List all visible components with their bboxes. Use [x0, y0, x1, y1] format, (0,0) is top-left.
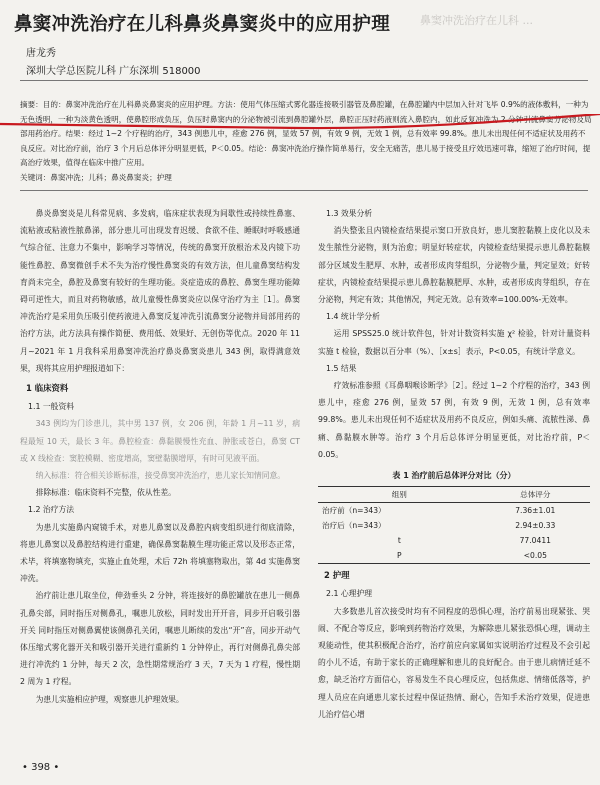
paragraph: 343 例均为门诊患儿，其中男 137 例，女 206 例，年龄 1 月~11 岁，病程最短 10 天，最长 3 年。鼻腔检查：鼻黏膜慢性充血、肿胀或苍白，鼻窦 CT 或 X 线检查：窦腔模糊、密度增高，窦壁黏膜增厚，有时可见液平面。 [20, 419, 300, 463]
table-row [318, 533, 590, 548]
right-column [318, 205, 590, 723]
paragraph: 排除标准：临床资料不完整，依从性差。 [35, 488, 176, 498]
section-heading: 1.4 统计学分析 [326, 312, 380, 322]
table-caption: 表 1 治疗前后总体评分对比（分） [392, 471, 516, 481]
score-table [318, 486, 590, 564]
section-heading: 2 护理 [324, 570, 350, 581]
author-affiliation: 深圳大学总医院儿科 广东深圳 518000 [26, 66, 201, 77]
section-heading: 1 临床资料 [26, 383, 69, 394]
paragraph: 纳入标准：符合相关诊断标准，接受鼻窦冲洗治疗，患儿家长知情同意。 [35, 471, 286, 481]
table-row [318, 503, 590, 519]
paragraph: 为患儿实施相应护理，观察患儿护理效果。 [35, 694, 184, 704]
section-heading: 1.1 一般资料 [28, 402, 75, 412]
paragraph: 鼻炎鼻窦炎是儿科常见病、多发病，临床症状表现为间歇性或持续性鼻塞、流粘液或粘液性脓鼻涕，部分患儿可出现发育迟缓、食欲不佳、睡眠时呼吸感通气综合征、注意力不集中，影响学习等情况，传统的鼻窦开放根治术及内镜下功能性鼻腔、鼻窦微创手术不失为治疗慢性鼻窦炎的有效方法，但儿童鼻窦结构发育尚未完全，鼻腔及鼻窦有较好的生理功能。炎症造成的鼻腔、鼻窦生理功能障碍可逆性大，而且对药物敏感，故儿童慢性鼻窦炎应以保守治疗为主［1］。鼻窦冲洗治疗是采用负压吸引使药液进入鼻窦反复冲洗引流鼻窦分泌物并局部用药的治疗方法，此方法具有操作简便、费用低、效果好、无创伤等优点。2020 年 11 月~2021 年 1 月我科采用鼻窦冲洗治疗鼻炎鼻窦炎患儿 343 例，取得满意效果，现将其应用护理报道如下： [20, 209, 300, 373]
paragraph: 疗效标准参照《耳鼻咽喉诊断学》［2］。经过 1~2 个疗程的治疗，343 例患儿中，痊愈 276 例，显效 57 例，有效 9 例，无效 1 例，总有效率 99.8%。患儿未出现任何不适症状及用药不良反应，例如头痛、流脓性涕、鼻痛、鼻黏膜水肿等。治疗 3 个月后总体评分明显更低，对比治疗前，P＜0.05。 [318, 381, 590, 459]
table-cell: 7.36±1.01 [515, 506, 556, 516]
section-heading: 1.3 效果分析 [326, 209, 373, 218]
keywords: 关键词：鼻窦冲洗；儿科；鼻炎鼻窦炎；护理 [20, 172, 172, 182]
table-cell: 治疗前（n=343） [322, 506, 386, 516]
author-name: 唐龙秀 [26, 48, 56, 59]
left-column [20, 205, 300, 708]
table-cell: 2.94±0.33 [515, 521, 556, 531]
bleed-through-text: 鼻窦冲洗治疗在儿科 ... [420, 14, 533, 27]
table-cell: P [318, 548, 481, 564]
article-title: 鼻窦冲洗治疗在儿科鼻炎鼻窦炎中的应用护理 [14, 14, 391, 35]
section-heading: 2.1 心理护理 [326, 589, 373, 599]
paragraph: 大多数患儿首次接受时均有不同程度的恐惧心理，治疗前易出现紧张、哭闹、不配合等反应，影响到药物治疗效果，为解除患儿紧张恐惧心理，调动主观能动性，使其积极配合治疗，治疗前应向家属如实说明治疗过程及不会引起的小儿不适，有助于家长的正确理解和患儿的良好配合。由于患儿病情迁延不愈，缺乏治疗方面信心，容易发生不良心理反应，包括焦虑、情绪低落等，护理人员应在向通患儿家长过程中保证热情、耐心，告知手术治疗效果，促进患儿治疗信心增 [318, 606, 590, 719]
table-header-group: 组别 [318, 487, 481, 503]
paragraph: 为患儿实施鼻内窥镜手术，对患儿鼻窦以及鼻腔内病变组织进行彻底清除，将患儿鼻窦以及鼻腔结构进行重建，确保鼻窦黏膜生理功能正常以及形态正常，术毕，将填塞物填充，实施止血处理，术后 72h 将填塞物取出，第 4d 实施鼻窦冲洗。 [20, 522, 300, 584]
abstract-text: 摘要：目的：鼻窦冲洗治疗在儿科鼻炎鼻窦炎的应用护理。方法：使用气体压缩式雾化器连接吸引器管及鼻腔罐，在鼻腔罐内中层加入针对飞毕 0.9%的液体敷料，一种为无色透明，一种为淡黄色透明，使鼻腔形成负压，负压时鼻窦内的分泌物被引流到鼻腔罐外层，鼻腔正压时药液则流入鼻腔内，如此反复冲洗为 2 分钟引流鼻窦分泌物及局部用药治疗。结果：经过 1~2 个疗程的治疗，343 例患儿中，痊愈 276 例，显效 57 例，有效 9 例，无效 1 例，总有效率 99.8%。患儿未出现任何不适症状及用药不良反应。对比治疗前，治疗 3 个月后总体评分明显更低，P＜0.05。结论：鼻窦冲洗治疗操作简单易行，安全无痛苦，患儿易于接受且疗效迅速可靠，缩短了治疗时间，提高治疗效果，值得在临床中推广应用。 [20, 100, 592, 167]
table-cell: <0.05 [481, 548, 590, 564]
page-number: • 398 • [22, 762, 60, 773]
table-header-score: 总体评分 [481, 487, 590, 503]
paragraph: 运用 SPSS25.0 统计软件包，针对计数资料实施 χ² 检验，针对计量资料实施 t 检验，数据以百分率（%）、［x±s］表示，P<0.05，有统计学意义。 [318, 329, 590, 356]
red-pen-underline [0, 114, 600, 154]
table-cell: t [397, 536, 401, 546]
table-row [318, 518, 590, 533]
table-cell: 治疗后（n=343） [322, 521, 386, 531]
table-row [318, 548, 590, 564]
header-rule [20, 80, 588, 81]
section-heading: 1.2 治疗方法 [28, 505, 75, 515]
paragraph: 消失整张且内镜检查结果提示窦口开放良好，患儿窦腔黏膜上皮化以及未发生脓性分泌物，则为治愈；明显好转症状，内镜检查结果提示患儿鼻腔黏膜部分区域发生肥厚、水肿，或者形成肉芽组织，分泌物少量，判定显效；好转症状，内镜检查结果提示患儿鼻腔黏膜肥厚、水肿，或者形成肉芽组织，存在分泌物，判定有效；其他情况，判定无效。总有效率=100.00%-无效率。 [318, 226, 590, 305]
paragraph: 治疗前让患儿取坐位，伸劲垂头 2 分钟，将连接好的鼻腔罐放在患儿一侧鼻孔鼻尖部，同时指压对侧鼻孔，嘱患儿放松，同时发出开开音，同步开启吸引器开关 同时指压对侧鼻翼使该侧鼻孔关闭，嘱患儿断续的发出“开”音，同步开动气体压缩式雾化器开关和吸引器开关进行重新约 1 分钟停止，再行对侧鼻孔鼻尖部进行冲洗约 1 分钟，每天 2 次，急性期常规治疗 3 天，7 天为 1 疗程，慢性期 2 周为 1 疗程。 [20, 591, 300, 687]
section-heading: 1.5 结果 [326, 363, 357, 373]
table-cell: 77.0411 [519, 536, 551, 546]
abstract-rule [20, 190, 588, 191]
